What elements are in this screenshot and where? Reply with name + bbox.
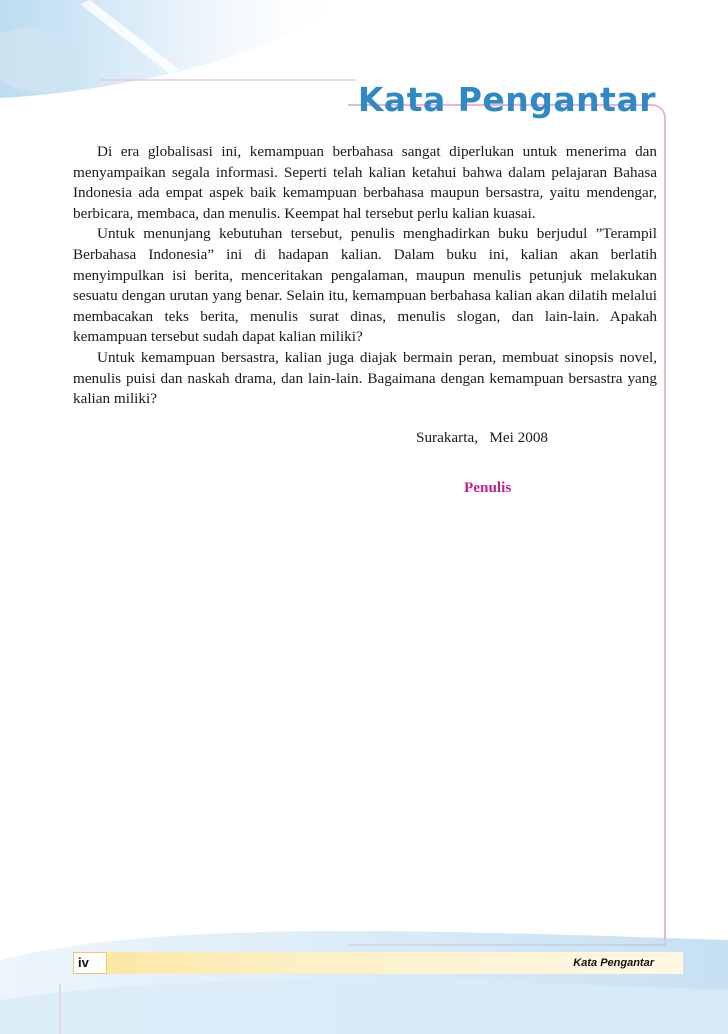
page-title: Kata Pengantar — [357, 80, 656, 119]
body-text — [73, 142, 657, 410]
page-number: iv — [78, 955, 89, 970]
paragraph-2: Untuk menunjang kebutuhan tersebut, penulis menghadirkan buku berjudul ”Terampil Berbahasa Indonesia” ini di hadapan kalian. Dalam buku ini, kalian akan berlatih menyimpulkan isi berita, menceritakan pengalaman, maupun menulis petunjuk melakukan sesuatu dengan urutan yang benar. Selain itu, kemampuan berbahasa kalian akan dilatih melalui membacakan teks berita, menulis surat dinas, menulis slogan, dan lain-lain. Apakah kemampuan tersebut sudah dapat kalian miliki? — [73, 225, 657, 346]
author-signature: Penulis — [464, 479, 512, 496]
footer-section-title: Kata Pengantar — [573, 957, 654, 969]
city-date: Surakarta, Mei 2008 — [416, 429, 549, 446]
paragraph-1: Di era globalisasi ini, kemampuan berbahasa sangat diperlukan untuk menerima dan menyampaikan segala informasi. Seperti telah kalian ketahui bahwa dalam pelajaran Bahasa Indonesia ada empat aspek baik kemampuan berbahasa maupun bersastra, yaitu mendengar, berbicara, membaca, dan menulis. Keempat hal tersebut perlu kalian kuasai. — [73, 143, 657, 222]
paragraph-3: Untuk kemampuan bersastra, kalian juga diajak bermain peran, membuat sinopsis novel, menulis puisi dan naskah drama, dan lain-lain. Bagaimana dengan kemampuan bersastra yang kalian miliki? — [73, 348, 657, 408]
